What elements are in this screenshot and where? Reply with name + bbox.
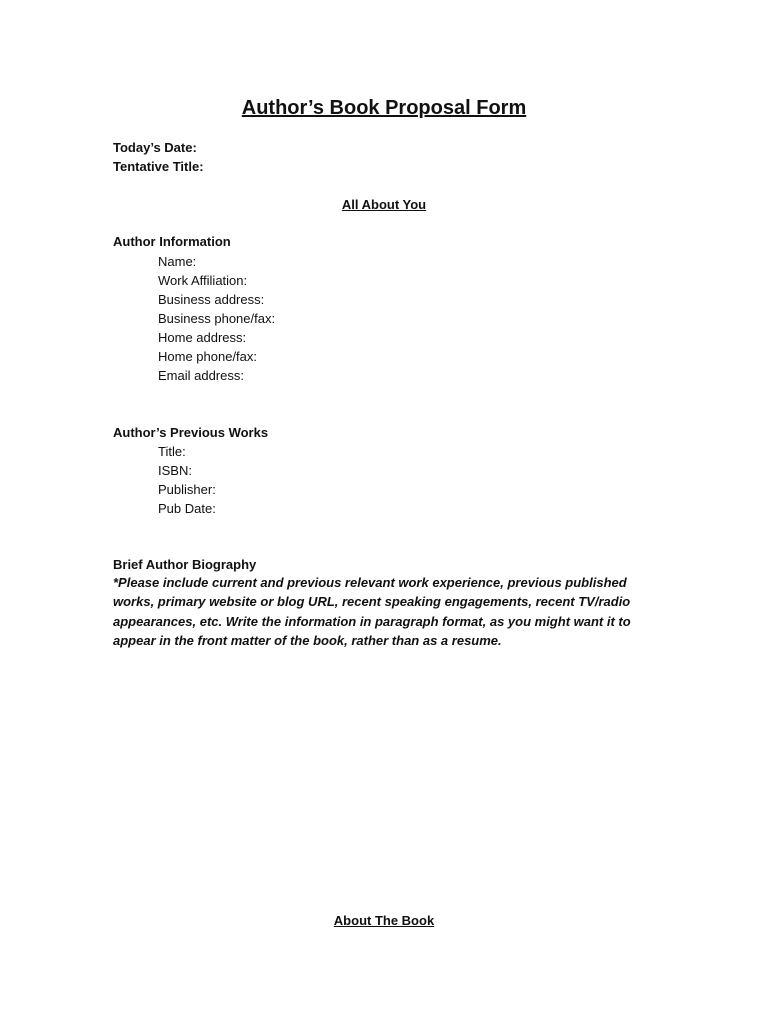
author-information-heading: Author Information [113, 234, 231, 249]
business-address-field-label: Business address: [158, 292, 265, 307]
document-title: Author’s Book Proposal Form [241, 97, 527, 119]
tentative-title-label: Tentative Title: [113, 159, 204, 174]
pub-date-field-label: Pub Date: [158, 501, 216, 516]
biography-heading: Brief Author Biography [113, 557, 257, 572]
publisher-field-label: Publisher: [158, 482, 216, 497]
isbn-field-label: ISBN: [158, 463, 192, 478]
name-field-label: Name: [158, 254, 197, 269]
biography-instructions: *Please include current and previous relevant work experience, previous published works, primary website or blog URL, recent speaking engagements, recent TV/radio appearances, etc. Write the information in paragraph format, as you might want it to appear in the front matter of the book, rather than as a resume. [113, 575, 631, 648]
business-phone-fax-field-label: Business phone/fax: [158, 311, 276, 326]
home-address-field-label: Home address: [158, 330, 247, 345]
work-affiliation-field-label: Work Affiliation: [158, 273, 248, 288]
work-title-field-label: Title: [158, 444, 186, 459]
about-the-book-heading: About The Book [333, 913, 435, 928]
all-about-you-heading: All About You [341, 197, 427, 212]
email-address-field-label: Email address: [158, 368, 244, 383]
home-phone-fax-field-label: Home phone/fax: [158, 349, 258, 364]
previous-works-heading: Author’s Previous Works [113, 425, 269, 440]
todays-date-label: Today’s Date: [113, 140, 197, 155]
